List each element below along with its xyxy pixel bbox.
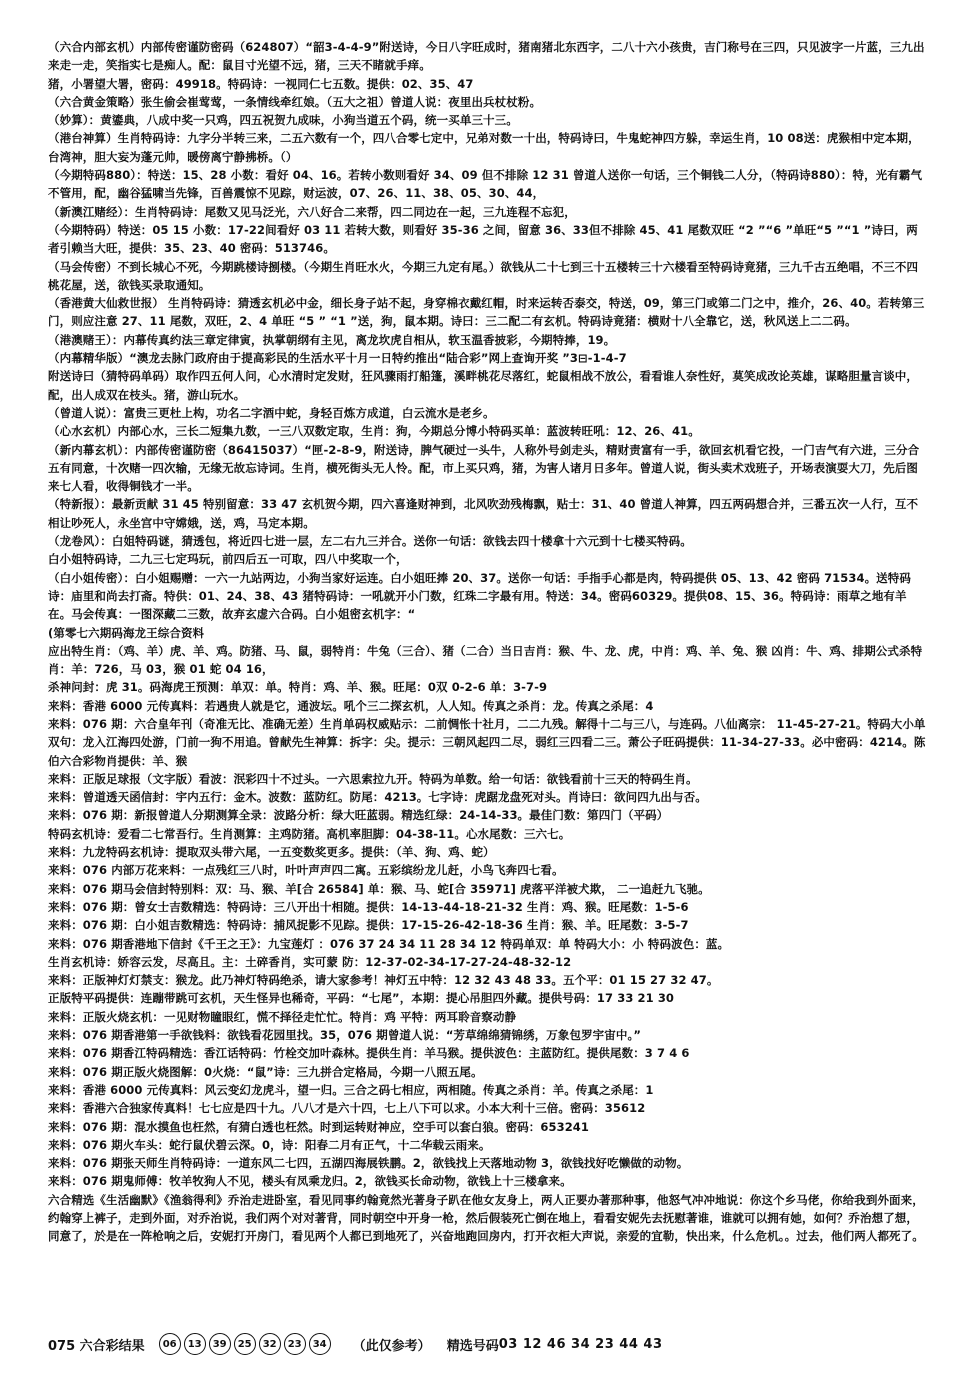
text-paragraph: （龙卷风）：白姐特码谜，猜透包，将近四七进一层，左二右九三并合。送你一句话：欲钱去四十楼拿十六元到十七楼买特码。 [48, 534, 692, 549]
text-paragraph: 杀神问封：虎 31。码海虎王预测：单双：单。特肖：鸡、羊、猴。旺尾：0双 0-2-6 单：3-7-9 [48, 680, 548, 695]
result-footer [48, 1330, 928, 1358]
text-paragraph: 来料：正版足球报（文字版）看波：泯彩四十不过头。一六思索拉九开。特码为单数。给一句话：欲钱看前十三天的特码生肖。 [48, 771, 698, 786]
text-paragraph: （新澳江赌经）：生肖特码诗：尾数又见马泛光，六八好合二来帮，四二同边在一起，三九连程不忘犯， [48, 204, 576, 219]
picks-numbers: 03 12 46 34 23 44 43 [498, 1336, 663, 1352]
text-paragraph: 特码玄机诗：爱看二七常吾行。生肖测算：主鸡防猪。高机率胆脚：04-38-11。心水尾数：三六七。 [48, 826, 571, 841]
text-paragraph: 来料：076 期香港地下信封《千王之王》：九宝莲灯 ：076 37 24 34 11 28 34 12 特码单双：单 特码大小：小 特码波色：蓝。 [48, 936, 730, 951]
text-paragraph: （内幕精华版）“澳龙去脉门政府由于提高彩民的生活水平十月一日特约推出“陆合彩”网上查询开奖 ”3⊟-1-4-7 [48, 351, 627, 366]
text-paragraph: 来料：076 期香港第一手欲钱料：欲钱看花园里找。35，076 期曾道人说：“芳草绵绵猜锦绣，万象包罗宇宙中。” [48, 1028, 641, 1043]
document-body [48, 38, 928, 1368]
text-paragraph: （妙算）：黄鎏典，八成中奖一只鸡，四五祝贺九成味，小狗当道五个码，统一买单三十三。 [48, 113, 518, 128]
text-paragraph: 六合精选《生活幽默》《渔翁得利》乔治走进卧室，看见同事约翰竟然光著身子趴在他女友身上，两人正要办著那种事，他怒气冲冲地说：你这个乡马佬，你给我到外面来，约翰穿上裤子，走到外面，对乔治说，我们两个对对著背，同时朝空中开身一枪，然后假装死亡倒在地上，看看安妮先去抚慰著谁，谁就可以拥有她，如何？乔治想了想，同意了，於是在一阵枪响之后，安妮打开房门，看见两个人都已到地死了，兴奋地跑回房内，打开衣柜大声说，亲爱的宜勒，快出来，什么危机。。过去，他们两人都死了。 [48, 1192, 924, 1244]
result-ball: 06 [159, 1333, 181, 1355]
text-paragraph: （特新报）：最新贡献 31 45 特别留意：33 47 玄机贺今期，四六喜逢财神到，北风吹劲残梅飘，贴士：31、40 曾道人神算，四五两码想合并，三番五次一人行，互不相让吵死人，永坐宫中守嫦娥，送，鸡，马定本期。 [48, 497, 919, 530]
text-paragraph: （香港黄大仙救世报） 生肖特码诗：猜透玄机必中金，细长身子站不起，身穿棉衣戴红帽，时来运转否泰交，特送，09，第三门或第二门之中，推介，26、40。若转第三门，则应注意 27、11 尾数，双旺，2、4 单旺 “5 ” “1 ”送，狗，鼠本期。诗曰：三二配二有玄机。特码诗竟猪：横财十八全靠它，送，秋风送上二二码。 [48, 296, 925, 329]
text-paragraph: (第零七六期码海龙王综合资料 [48, 625, 205, 640]
text-paragraph: 来料：076 期香江特码精选：香江话特码：竹栓交加叶森林。提供生肖：羊马猴。提供波色：主蓝防红。提供尾数：3 7 4 6 [48, 1046, 690, 1061]
text-paragraph: （马会传密）不到长城心不死，今期跳楼诗捌楼。（今期生肖旺水火，今期三九定有尾。）欲钱从二十七到三十五楼转三十六楼看至特码诗竟猪，三九千古五绝唱，不三不四桃花屋，送，欲钱买录取通知。 [48, 259, 919, 292]
text-paragraph: （今期特码880）：特送：15、28 小数：看好 04、16。若转小数则看好 34、09 但不排除 12 31 曾道人送你一句话，三个铜钱二人分，（特码诗880）：特，光有霸气不管用，配，幽谷猛啸当先锋，百兽震惊不见踪，财运波，07、26、11、38、05、30、44， [48, 168, 923, 201]
reference-note: （此仅参考） [352, 1338, 431, 1354]
result-ball: 39 [209, 1333, 231, 1355]
picks-label: 精选号码 [446, 1338, 499, 1354]
result-ball: 25 [234, 1333, 256, 1355]
text-paragraph: 来料：九龙特码玄机诗：提取双头带六尾，一五变数奖更多。提供：（羊、狗、鸡、蛇） [48, 845, 495, 860]
text-paragraph: 来料：香港六合独家传真料！七七应是四十九。八八才是六十四，七上八下可以求。小本大利十三倍。密码：35612 [48, 1101, 646, 1116]
text-paragraph: 来料：香港 6000 元传真料：若遇贵人就是它，通波坛。吼个三二探玄机，人人知。传真之杀肖：龙。传真之杀尾：4 [48, 698, 654, 713]
text-paragraph: 来料：076 期：新报曾道人分期测算全录：波路分析：绿大旺蓝弱。精选红绿：24-14-33。最佳门数：第四门（平码） [48, 808, 669, 823]
text-paragraph: 生肖玄机诗：娇容云发，尽高且。主：土碎香肖，实可蒙 防：12-37-02-34-17-27-24-48-32-12 [48, 954, 572, 969]
text-paragraph: （港台神算）生肖特码诗：九字分半转三来，二五六数有一个，四八合零七定中，兄弟对数一十出，特码诗曰，牛鬼蛇神四方躲，幸运生肖，10 08送：虎猴相中定本期，台湾神，胆大妄为蓬元帅，暖傍离宁静拂桥。（） [48, 131, 920, 164]
text-paragraph: 来料：076 期正版火烧图解：0火烧：“鼠”诗：三九拼合定格局，今期一八照五尾。 [48, 1064, 483, 1079]
result-ball: 13 [184, 1333, 206, 1355]
text-paragraph: 来料：香港 6000 元传真料：风云变幻龙虎斗，望一归。三合之码七相应，两相随。传真之杀肖：羊。传真之杀尾：1 [48, 1082, 654, 1097]
text-paragraph: （新内幕玄机）：内部传密谨防密（86415037）“匣-2-8-9，附送诗，脾气硬过一头牛，人称外号剑走头，精财责富有一手，欲回玄机看它投，一门吉气有六进，三分合五有同意，十次赌一四次输，无缘无故忘诗词。生肖，横死街头无人怜。配，市上买只鸡，猪，为害人诸月日多年。曾道人说，街头卖术戏班子，开场表演耍大刀，先后图来七人看，收得铜钱才一半。 [48, 442, 920, 494]
text-paragraph: （六合黄金策略）张生偷会崔莺莺，一条情线牵红娘。（五大之祖）曾道人说：夜里出兵杖杖粉。 [48, 94, 542, 109]
text-paragraph: （白小姐传密）：白小姐赐赠：一六一九站两边，小狗当家好运连。白小姐旺捧 20、37。送你一句话：手指手心都是肉，特码提供 05、13、42 密码 71534。送特码诗：庙里和尚去打斋。特供：01、24、38、43 猪特码诗：一吼就开小门数，红珠二字最有用。特送：34。密码60329。提供08、15、36。特码诗：雨草之地有羊在。马会传真：一图深藏二三数，故弃玄虚六合码。白小姐密玄机字：“ [48, 570, 911, 622]
text-paragraph: 来料：076 期张天师生肖特码诗：一道东风二七四，五湖四海展铁鹏。2，欲钱找上天落地动物 3，欲钱找好吃懒做的动物。 [48, 1156, 689, 1171]
text-paragraph: 正版特平码提供：连蹦带跳可玄机，天生怪异也稀奇，平码：“七尾”，本期：提心吊胆四外藏。提供号码：17 33 21 30 [48, 991, 675, 1006]
text-paragraph: （今期特码）特送：05 15 小数：17-22间看好 03 11 若转大数，则看好 35-36 之间，留意 36、33但不排除 45、41 尾数双旺 “2 ”“6 ”单旺“5 ”“1 ”诗曰，两者引赖当大旺，提供：35、23、40 密码：513746。 [48, 222, 918, 256]
text-paragraph: 附送诗曰（猜特码单码）取作四五何人问，心水清时定发财，狂风骤雨打船篷，溪畔桃花尽落红，蛇鼠相战不放公，看看谁人奈性好，莫笑成改论英雄，谋略胆量言谈中，配，出人成双在枝头。猪，游山玩水。 [48, 369, 918, 402]
text-paragraph: 应出特生肖：（鸡、羊）虎、羊、鸡。防猪、马、鼠，弱特肖：牛兔（三合）、猪（二合）当日吉肖：猴、牛、龙、虎，中肖：鸡、羊、兔、猴 凶肖：牛、鸡、排期公式杀特肖：羊：726，马 03，猴 01 蛇 04 16， [48, 643, 923, 677]
text-paragraph: 来料：076 期：曾女士吉数精选：特码诗：三八开出十相随。提供：14-13-44-18-21-32 生肖：鸡、猴。旺尾数：1-5-6 [48, 899, 689, 914]
result-ball: 23 [284, 1333, 306, 1355]
text-paragraph: 来料：076 期：六合皇年刊（奇准无比、准确无差）生肖单码权威贴示：二前惆怅十社月，二二九残。解得十二与三八，与连码。八仙离宗： 11-45-27-21。特码大小单双句：龙入江海四处游，门前一狗不用追。曾献先生神算：拆字：尖。提示：三朝风起四二尽，弱红三四看二三。萧公子旺码提供：11-34-27-33。必中密码：4214。陈伯六合彩物肖提供：羊、猴 [48, 716, 926, 768]
result-ball: 32 [259, 1333, 281, 1355]
text-paragraph: 来料：076 内部万花来料：一点残红三八时，叶叶声声四二寓。五彩缤纷龙儿赶，小鸟飞奔四七看。 [48, 863, 564, 878]
text-paragraph: （港澳赌王）：内幕传真约法三章定律寅，执掌朝纲有主见，离龙坎虎自相从，软玉温香披彩，今期特捧，19。 [48, 332, 616, 347]
text-paragraph: 来料：正版火烧玄机：一见财物瞳眼红，慌不择径走忙忙。特肖：鸡 平特：两耳聆音察动静 [48, 1009, 517, 1024]
result-label: 075 六合彩结果 [48, 1338, 145, 1354]
text-paragraph: 来料：076 期马会信封特别料：双：马、猴、羊[合 26584] 单：猴、马、蛇[合 35971] 虎落平洋被犬欺， 二一追赶九飞驰。 [48, 881, 710, 896]
text-paragraph: 白小姐特码诗，二九三七定玛玩，前四后五一可取，四八中奖取一个， [48, 552, 408, 567]
text-paragraph: 来料：076 期火车头：蛇行鼠伏碧云深。0，诗：阳春二月有正气，十二华载云雨来。 [48, 1137, 491, 1152]
result-balls [159, 1333, 331, 1355]
text-paragraph: 来料：076 期：白小姐吉数精选：特码诗：捕风捉影不见踪。提供：17-15-26-42-18-36 生肖：猴、羊。旺尾数：3-5-7 [48, 918, 689, 933]
text-paragraph: 来料：076 期：混水摸鱼也枉然，有猜白透也枉然。时到运转财神应，空手可以套白狼。密码：653241 [48, 1119, 590, 1134]
text-paragraph: （曾道人说）：富贵三更杜上构，功名二字酒中蛇，身轻百炼方成道，白云流水是老乡。 [48, 405, 495, 420]
text-paragraph: 来料：曾道透天函信封：宇内五行：金木。波数：蓝防红。防尾：4213。七字诗：虎踞龙盘死对头。肖诗曰：欲问四九出与否。 [48, 790, 707, 805]
text-paragraph: 来料：正版神灯灯禁支：猴龙。此乃神灯特码绝杀，请大家参考！神灯五中特：12 32 43 48 33。五个平：01 15 27 32 47。 [48, 973, 719, 988]
text-paragraph: 来料：076 期鬼师傅：牧羊牧狗人不见，楼头有凤乘龙归。2，欲钱买长命动物，欲钱上十三楼拿来。 [48, 1174, 572, 1189]
result-ball: 34 [309, 1333, 331, 1355]
text-paragraph: （心水玄机）内部心水，三长二短集九数，一三八双数定取，生肖：狗，今期总分博小特码买单：蓝波转旺吼：12、26、41。 [48, 424, 700, 439]
text-paragraph: 猪，小署望大署，密码：49918。特码诗：一视同仁七五数。提供：02、35、47 [48, 76, 474, 91]
text-paragraph: （六合内部玄机）内部传密谨防密码（624807）“韶3-4-4-9”附送诗，今日八字旺成时，猪南猪北东西字，二八十六小孩贵，吉门称号在三四，只见波字一片蓝，三九出来走一走，笑指实七是痴人。配：鼠目寸光望不远，猪，三天不睹就手痒。 [48, 40, 925, 73]
